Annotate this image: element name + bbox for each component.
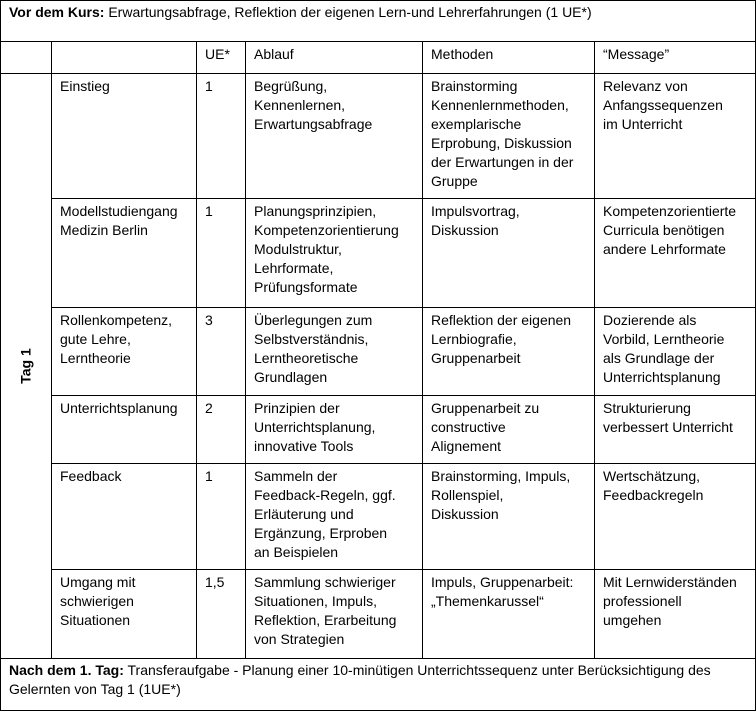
ue-cell <box>197 570 246 659</box>
table-row <box>1 308 756 396</box>
after-day1-text: Transferaufgabe - Planung einer 10-minütigen Unterrichtssequenz unter Berücksichtigung des Gelernten von Tag 1 (1UE*) <box>9 662 711 697</box>
message-text: Wertschätzung, Feedbackregeln <box>603 468 704 503</box>
methoden-cell <box>423 464 595 570</box>
methoden-cell <box>423 308 595 396</box>
message-cell <box>595 74 756 199</box>
ue-cell <box>197 199 246 308</box>
methoden-text: Impulsvortrag, Diskussion <box>431 203 520 238</box>
topic-text: Unterrichtsplanung <box>60 400 178 416</box>
ablauf-text: Prinzipien der Unterrichtsplanung, innovative Tools <box>254 400 376 454</box>
after-day1-row <box>1 659 756 711</box>
header-ue: UE* <box>197 42 246 74</box>
ue-value: 1 <box>205 468 213 484</box>
methoden-cell <box>423 199 595 308</box>
ablauf-text: Planungsprinzipien, Kompetenzorientierung Modulstruktur, Lehrformate, Prüfungsformate <box>254 203 399 295</box>
ue-value: 1,5 <box>205 574 225 590</box>
table-row <box>1 464 756 570</box>
methoden-text: Reflektion der eigenen Lernbiografie, Gruppenarbeit <box>431 312 572 366</box>
ablauf-text: Sammeln der Feedback-Regeln, ggf. Erläuterung und Ergänzung, Erproben an Beispielen <box>254 468 396 560</box>
ablauf-cell <box>246 396 423 464</box>
ablauf-text: Überlegungen zum Selbstverständnis, Lerntheoretische Grundlagen <box>254 312 373 385</box>
day-label: Tag 1 <box>17 348 34 384</box>
topic-cell <box>52 74 197 199</box>
header-empty-topic <box>52 42 197 74</box>
ue-cell <box>197 308 246 396</box>
ablauf-text: Begrüßung, Kennenlernen, Erwartungsabfrage <box>254 78 373 132</box>
header-row <box>1 42 756 74</box>
methoden-text: Brainstorming Kennenlernmethoden, exemplarische Erprobung, Diskussion der Erwartungen in der Gruppe <box>431 78 574 189</box>
ablauf-cell <box>246 199 423 308</box>
ue-value: 1 <box>205 203 213 219</box>
topic-cell <box>52 199 197 308</box>
topic-cell <box>52 396 197 464</box>
header-empty-day <box>1 42 52 74</box>
day-label-cell <box>1 74 52 659</box>
table-row <box>1 396 756 464</box>
message-text: Dozierende als Vorbild, Lerntheorie als Grundlage der Unterrichtsplanung <box>603 312 725 385</box>
ue-cell <box>197 74 246 199</box>
message-text: Relevanz von Anfangssequenzen im Unterricht <box>603 78 723 132</box>
ablauf-cell <box>246 308 423 396</box>
topic-text: Modellstudiengang Medizin Berlin <box>60 203 178 238</box>
message-cell <box>595 464 756 570</box>
message-text: Mit Lernwiderständen professionell umgehen <box>603 574 737 628</box>
ue-cell <box>197 464 246 570</box>
header-message: “Message” <box>595 42 756 74</box>
header-methoden: Methoden <box>423 42 595 74</box>
message-cell <box>595 396 756 464</box>
table-row <box>1 570 756 659</box>
methoden-cell <box>423 396 595 464</box>
topic-text: Umgang mit schwierigen Situationen <box>60 574 136 628</box>
ue-value: 3 <box>205 312 213 328</box>
message-text: Kompetenzorientierte Curricula benötigen andere Lehrformate <box>603 203 737 257</box>
message-cell <box>595 308 756 396</box>
ue-value: 2 <box>205 400 213 416</box>
before-course-label: Vor dem Kurs: <box>9 4 105 20</box>
ablauf-cell <box>246 464 423 570</box>
ablauf-cell <box>246 570 423 659</box>
methoden-text: Impuls, Gruppenarbeit: „Themenkarussel“ <box>431 574 574 609</box>
topic-text: Feedback <box>60 468 122 484</box>
ue-value: 1 <box>205 78 213 94</box>
table-row <box>1 199 756 308</box>
table-row <box>1 74 756 199</box>
before-course-row <box>1 1 756 42</box>
topic-cell <box>52 570 197 659</box>
topic-cell <box>52 308 197 396</box>
after-day1-cell <box>1 659 756 711</box>
message-cell <box>595 570 756 659</box>
after-day1-label: Nach dem 1. Tag: <box>9 662 124 678</box>
message-cell <box>595 199 756 308</box>
message-text: Strukturierung verbessert Unterricht <box>603 400 733 435</box>
methoden-text: Brainstorming, Impuls, Rollenspiel, Diskussion <box>431 468 571 522</box>
methoden-cell <box>423 74 595 199</box>
methoden-cell <box>423 570 595 659</box>
ablauf-cell <box>246 74 423 199</box>
topic-text: Rollenkompetenz, gute Lehre, Lerntheorie <box>60 312 173 366</box>
before-course-cell <box>1 1 756 42</box>
ablauf-text: Sammlung schwieriger Situationen, Impuls, Reflektion, Erarbeitung von Strategien <box>254 574 397 647</box>
topic-cell <box>52 464 197 570</box>
ue-cell <box>197 396 246 464</box>
header-ablauf: Ablauf <box>246 42 423 74</box>
methoden-text: Gruppenarbeit zu constructive Alignement <box>431 400 540 454</box>
topic-text: Einstieg <box>60 78 110 94</box>
before-course-text: Erwartungsabfrage, Reflektion der eigenen Lern-und Lehrerfahrungen (1 UE*) <box>104 4 592 20</box>
